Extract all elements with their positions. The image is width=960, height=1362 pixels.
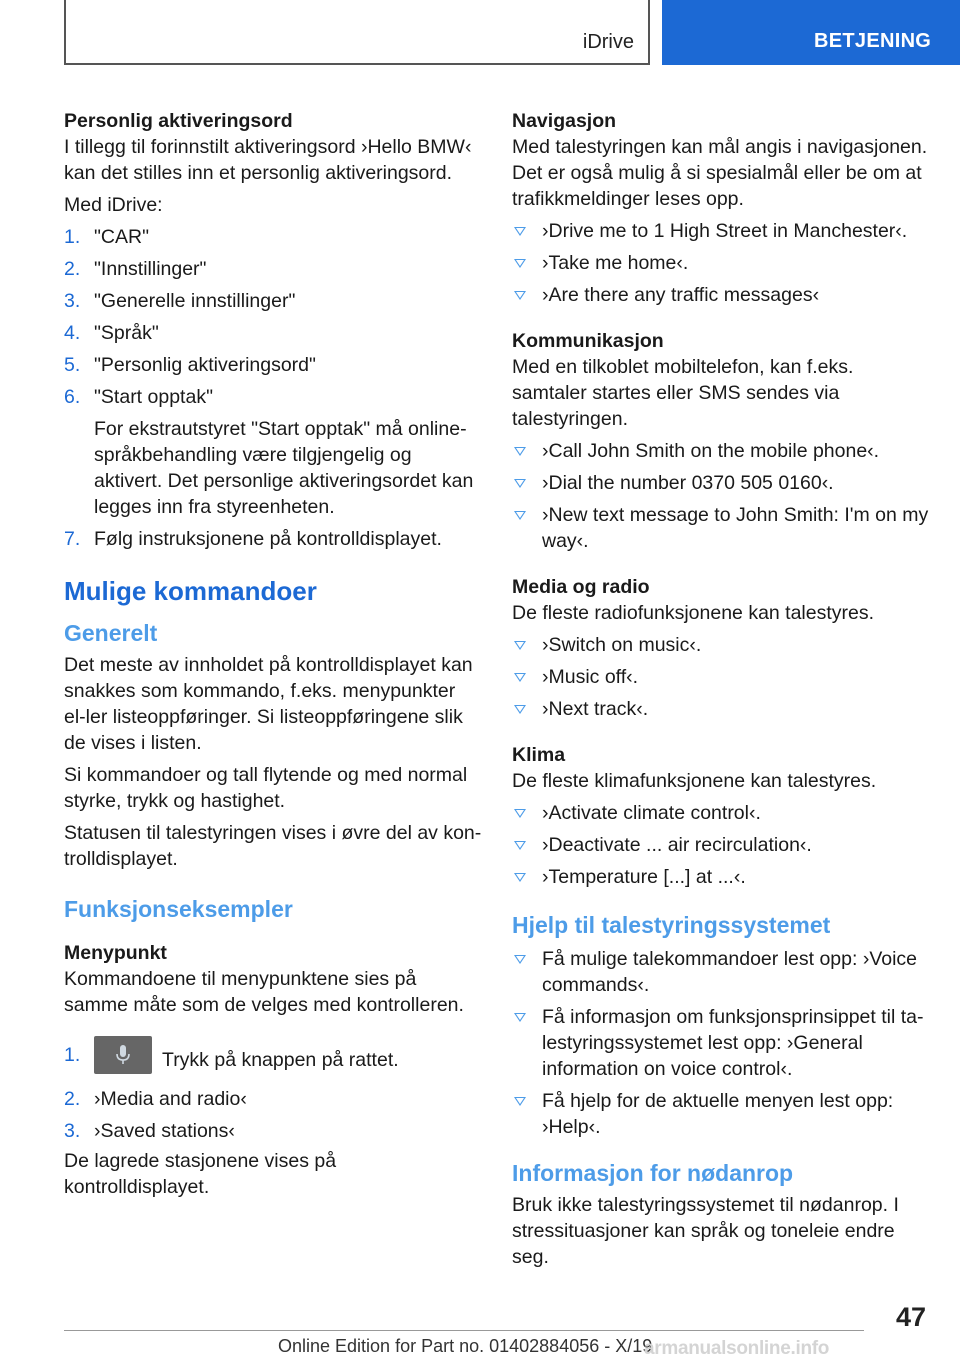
climate-text: De fleste klimafunksjonene kan talestyres. — [512, 770, 877, 792]
step-text: "Generelle innstillinger" — [94, 290, 296, 312]
emergency-text: Bruk ikke talestyringssystemet til nødanrop. I stressituasjoner kan språk og toneleie endre seg. — [512, 1194, 899, 1268]
step-number: 4. — [64, 322, 81, 344]
list-item — [512, 1004, 930, 1082]
communication-text: Med en tilkoblet mobiltelefon, kan f.eks. samtaler startes eller SMS sendes via talestyringen. — [512, 356, 854, 430]
list-item — [512, 250, 930, 276]
help-heading: Hjelp til talestyringssystemet — [512, 912, 831, 938]
step-number: 2. — [64, 258, 81, 280]
navigation-heading: Navigasjon — [512, 110, 617, 132]
step-item — [64, 256, 482, 282]
step-item — [64, 526, 482, 552]
microphone-button-illustration — [94, 1036, 152, 1074]
list-item-text: ›Deactivate ... air recirculation‹. — [542, 834, 812, 856]
list-item-text: ›Call John Smith on the mobile phone‹. — [542, 440, 880, 462]
emergency-heading: Informasjon for nødanrop — [512, 1160, 794, 1186]
media-heading: Media og radio — [512, 576, 650, 598]
microphone-icon — [115, 1045, 131, 1065]
list-item — [512, 502, 930, 554]
list-item — [512, 438, 930, 464]
communication-list — [512, 438, 930, 554]
right-column — [512, 104, 930, 1276]
menu-heading: Menypunkt — [64, 942, 167, 964]
list-item — [512, 832, 930, 858]
step-text: "Personlig aktiveringsord" — [94, 354, 316, 376]
step-item — [64, 320, 482, 346]
navigation-text: Med talestyringen kan mål angis i navigasjonen. Det er også mulig å si spesialmål eller be om at trafikkmeldinger leses opp. — [512, 136, 928, 210]
step-item — [64, 224, 482, 250]
list-item-text: Få informasjon om funksjonsprinsippet til ta-lestyringssystemet lest opp: ›General information on voice control‹. — [542, 1006, 924, 1080]
step-text: Følg instruksjonene på kontrolldisplayet. — [94, 528, 442, 550]
footer-divider — [64, 1330, 864, 1331]
step-number: 7. — [64, 528, 81, 550]
general-paragraph-2: Si kommandoer og tall flytende og med normal styrke, trykk og hastighet. — [64, 764, 468, 812]
general-paragraph-1: Det meste av innholdet på kontrolldisplayet kan snakkes som kommando, f.eks. menypunkter el-ler listeoppføringer. Si listeoppføringene slik de vises i listen. — [64, 654, 473, 754]
personal-heading: Personlig aktiveringsord — [64, 110, 293, 132]
triangle-bullet-icon — [514, 809, 526, 818]
list-item-text: ›Activate climate control‹. — [542, 802, 761, 824]
list-item — [512, 946, 930, 998]
step-number: 2. — [64, 1088, 81, 1110]
list-item — [512, 632, 930, 658]
menu-step-item — [64, 1118, 482, 1144]
list-item — [512, 1088, 930, 1140]
triangle-bullet-icon — [514, 1013, 526, 1022]
general-paragraph-3: Statusen til talestyringen vises i øvre del av kon-trolldisplayet. — [64, 822, 482, 870]
step-text: "CAR" — [94, 226, 150, 248]
step-number: 3. — [64, 1120, 81, 1142]
step-number: 1. — [64, 1044, 81, 1066]
triangle-bullet-icon — [514, 447, 526, 456]
menu-step-item — [64, 1086, 482, 1112]
step-note: For ekstrautstyret "Start opptak" må online-språkbehandling være tilgjengelig og aktivert. Det personlige aktiveringsordet kan legges inn fra styreenheten. — [94, 418, 474, 518]
triangle-bullet-icon — [514, 641, 526, 650]
step-number: 6. — [64, 386, 81, 408]
step-text: "Start opptak" — [94, 386, 213, 408]
list-item — [512, 664, 930, 690]
triangle-bullet-icon — [514, 673, 526, 682]
help-list — [512, 946, 930, 1140]
triangle-bullet-icon — [514, 511, 526, 520]
step-item — [64, 288, 482, 314]
list-item — [512, 800, 930, 826]
page-number: 47 — [895, 1302, 926, 1332]
menu-result-text: De lagrede stasjonene vises på kontrolldisplayet. — [64, 1150, 337, 1198]
step-item — [64, 384, 482, 520]
step-text: "Innstillinger" — [94, 258, 207, 280]
list-item-text: ›New text message to John Smith: I'm on my way‹. — [542, 504, 929, 552]
list-item-text: ›Are there any traffic messages‹ — [542, 284, 820, 306]
media-list — [512, 632, 930, 722]
list-item — [512, 696, 930, 722]
list-item-text: Få mulige talekommandoer lest opp: ›Voice commands‹. — [542, 948, 918, 996]
list-item-text: ›Dial the number 0370 505 0160‹. — [542, 472, 834, 494]
triangle-bullet-icon — [514, 259, 526, 268]
menu-text: Kommandoene til menypunktene sies på samme måte som de velges med kontrolleren. — [64, 968, 464, 1016]
triangle-bullet-icon — [514, 1097, 526, 1106]
triangle-bullet-icon — [514, 955, 526, 964]
triangle-bullet-icon — [514, 227, 526, 236]
list-item-text: ›Next track‹. — [542, 698, 649, 720]
footer-edition: Online Edition for Part no. 01402884056 - X/19 — [278, 1336, 653, 1356]
personal-text: I tillegg til forinnstilt aktiveringsord ›Hello BMW‹ kan det stilles inn et personlig aktiveringsord. — [64, 136, 472, 184]
media-text: De fleste radiofunksjonene kan talestyres. — [512, 602, 875, 624]
chapter-tab: BETJENING — [662, 0, 960, 65]
triangle-bullet-icon — [514, 291, 526, 300]
section-title: iDrive — [582, 31, 634, 53]
with-idrive-text: Med iDrive: — [64, 194, 163, 216]
step-text: Trykk på knappen på rattet. — [162, 1049, 399, 1072]
left-column — [64, 104, 482, 1206]
list-item-text: Få hjelp for de aktuelle menyen lest opp: ›Help‹. — [542, 1090, 894, 1138]
triangle-bullet-icon — [514, 705, 526, 714]
triangle-bullet-icon — [514, 873, 526, 882]
climate-heading: Klima — [512, 744, 566, 766]
list-item-text: ›Take me home‹. — [542, 252, 689, 274]
step-text: ›Media and radio‹ — [94, 1088, 247, 1110]
communication-heading: Kommunikasjon — [512, 330, 664, 352]
step-item — [64, 352, 482, 378]
list-item-text: ›Drive me to 1 High Street in Manchester‹. — [542, 220, 908, 242]
step-number: 3. — [64, 290, 81, 312]
climate-list — [512, 800, 930, 890]
step-number: 1. — [64, 226, 81, 248]
list-item — [512, 864, 930, 890]
watermark-text: armanualsonline.info — [644, 1338, 830, 1359]
examples-heading: Funksjonseksempler — [64, 896, 293, 922]
list-item-text: ›Music off‹. — [542, 666, 639, 688]
commands-heading: Mulige kommandoer — [64, 576, 317, 606]
triangle-bullet-icon — [514, 841, 526, 850]
navigation-list — [512, 218, 930, 308]
general-heading: Generelt — [64, 620, 158, 646]
header-frame — [64, 0, 650, 65]
list-item — [512, 470, 930, 496]
list-item — [512, 282, 930, 308]
triangle-bullet-icon — [514, 479, 526, 488]
menu-step-item — [64, 1042, 482, 1080]
list-item-text: ›Switch on music‹. — [542, 634, 702, 656]
step-number: 5. — [64, 354, 81, 376]
list-item — [512, 218, 930, 244]
setup-steps — [64, 224, 482, 552]
list-item-text: ›Temperature [...] at ...‹. — [542, 866, 746, 888]
step-text: "Språk" — [94, 322, 159, 344]
menu-steps — [64, 1042, 482, 1144]
step-text: ›Saved stations‹ — [94, 1120, 235, 1142]
